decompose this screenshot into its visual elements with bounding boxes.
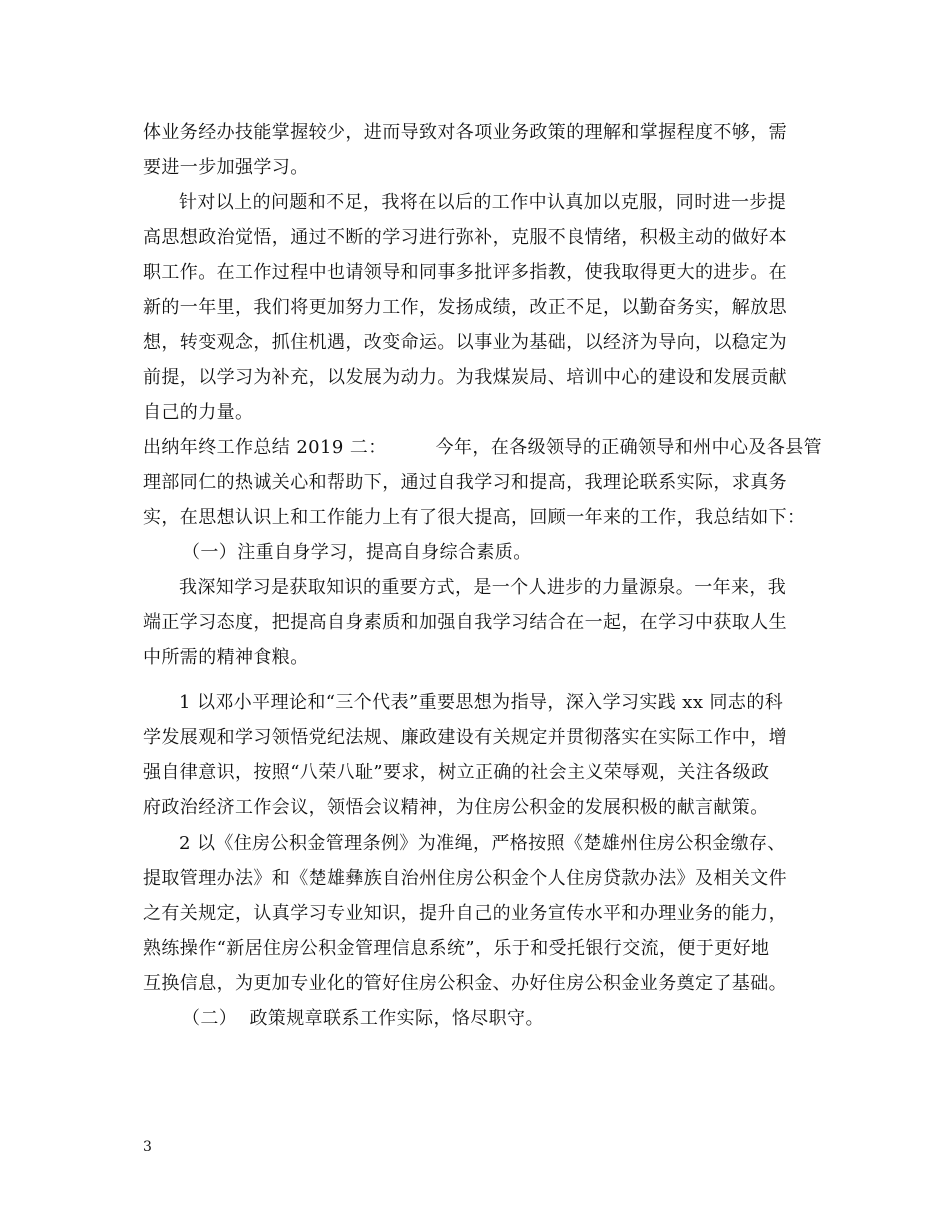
text-line: 之有关规定，认真学习专业知识，提升自己的业务宣传水平和办理业务的能力， <box>143 903 787 924</box>
text-line: 府政治经济工作会议，领悟会议精神，为住房公积金的发展积极的献言献策。 <box>143 797 769 818</box>
text-line: 2 以《住房公积金管理条例》为准绳，严格按照《楚雄州住房公积金缴存、 <box>179 833 786 854</box>
text-line: 要进一步加强学习。 <box>143 157 309 178</box>
text-line: 想，转变观念，抓住机遇，改变命运。以事业为基础，以经济为导向，以稳定为 <box>143 332 787 353</box>
text-line: 我深知学习是获取知识的重要方式，是一个人进步的力量源泉。一年来，我 <box>179 577 787 598</box>
subheading-line: （一）注重自身学习，提高自身综合素质。 <box>182 542 532 563</box>
text-line: 高思想政治觉悟，通过不断的学习进行弥补，克服不良情绪，积极主动的做好本 <box>143 227 787 248</box>
text-line: 中所需的精神食粮。 <box>143 647 309 668</box>
text-line: 理部同仁的热诚关心和帮助下，通过自我学习和提高，我理论联系实际，求真务 <box>143 472 787 493</box>
text-line: 熟练操作“新居住房公积金管理信息系统”，乐于和受托银行交流，便于更好地 <box>143 938 770 959</box>
subheading-line: （二） 政策规章联系工作实际，恪尽职守。 <box>182 1008 544 1029</box>
page-number: 3 <box>143 1139 152 1155</box>
text-line: 职工作。在工作过程中也请领导和同事多批评多指教，使我取得更大的进步。在 <box>143 262 787 283</box>
text-line: 强自律意识，按照“八荣八耻”要求，树立正确的社会主义荣辱观，关注各级政 <box>143 762 770 783</box>
section-heading-line: 出纳年终工作总结 2019 二： 今年，在各级领导的正确领导和州中心及各县管 <box>143 437 823 458</box>
text-line: 端正学习态度，把提高自身素质和加强自我学习结合在一起，在学习中获取人生 <box>143 612 787 633</box>
text-line: 针对以上的问题和不足，我将在以后的工作中认真加以克服，同时进一步提 <box>179 192 787 213</box>
text-line: 新的一年里，我们将更加努力工作，发扬成绩，改正不足，以勤奋务实，解放思 <box>143 297 787 318</box>
text-line: 1 以邓小平理论和“三个代表”重要思想为指导，深入学习实践 xx 同志的科 <box>179 692 784 713</box>
text-line: 体业务经办技能掌握较少，进而导致对各项业务政策的理解和掌握程度不够，需 <box>143 122 787 143</box>
text-line: 自己的力量。 <box>143 402 254 423</box>
text-line: 互换信息，为更加专业化的管好住房公积金、办好住房公积金业务奠定了基础。 <box>143 973 787 994</box>
text-line: 前提，以学习为补充，以发展为动力。为我煤炭局、培训中心的建设和发展贡献 <box>143 367 787 388</box>
text-line: 实，在思想认识上和工作能力上有了很大提高，回顾一年来的工作，我总结如下： <box>143 507 806 528</box>
text-line: 提取管理办法》和《楚雄彝族自治州住房公积金个人住房贷款办法》及相关文件 <box>143 868 787 889</box>
text-line: 学发展观和学习领悟党纪法规、廉政建设有关规定并贯彻落实在实际工作中，增 <box>143 727 787 748</box>
